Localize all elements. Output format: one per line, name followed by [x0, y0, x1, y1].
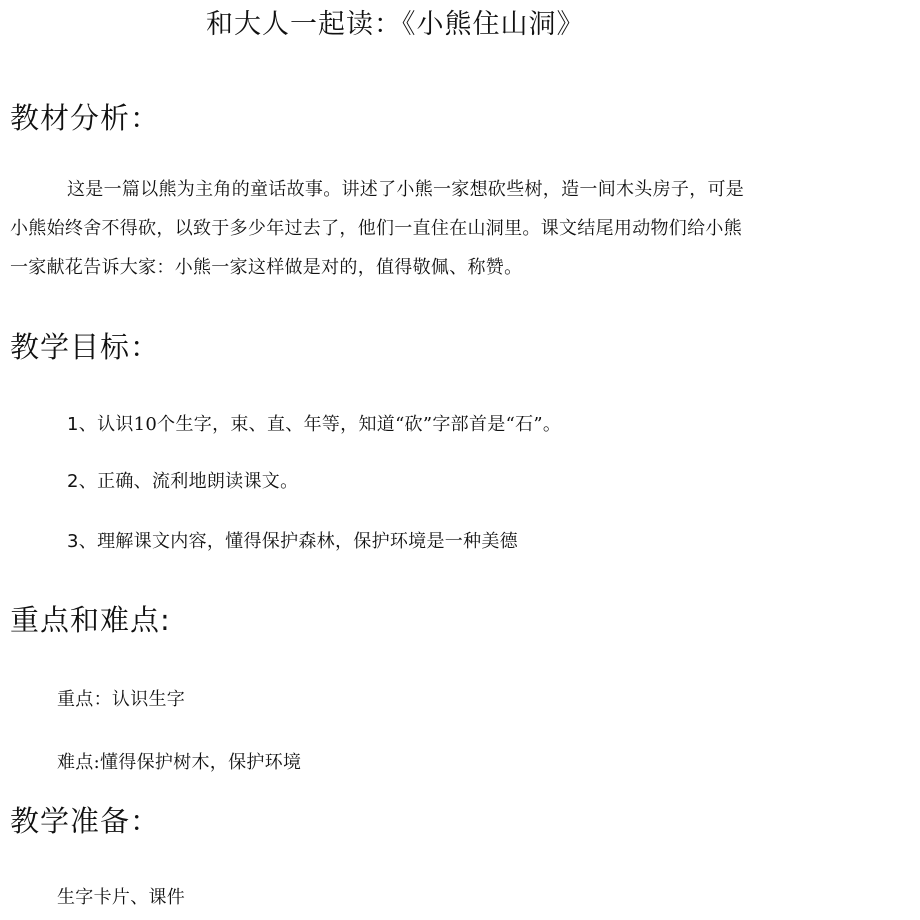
goal-number: 1: [67, 414, 79, 435]
preparation-content: 生字卡片、课件: [57, 887, 186, 908]
goal-number: 3: [67, 531, 79, 552]
key-points-heading: 重点和难点:: [10, 603, 171, 637]
analysis-line-2: 小熊始终舍不得砍，以致于多少年过去了，他们一直住在山洞里。课文结尾用动物们给小熊: [10, 218, 742, 239]
goal-text: 、认识10个生字，束、直、年等，知道“砍”字部首是“石”。: [78, 414, 562, 435]
goal-item-2: [67, 467, 298, 493]
goal-item-3: [67, 527, 518, 553]
goals-heading: 教学目标：: [10, 330, 161, 364]
goal-number: 2: [67, 471, 79, 492]
analysis-heading: 教材分析：: [10, 101, 161, 135]
goal-text: 、理解课文内容，懂得保护森林，保护环境是一种美德: [78, 531, 518, 552]
goal-item-1: [67, 410, 561, 436]
analysis-line-3: 一家献花告诉大家：小熊一家这样做是对的，值得敬佩、称赞。: [10, 257, 523, 278]
analysis-line-1: 这是一篇以熊为主角的童话故事。讲述了小熊一家想砍些树，造一间木头房子，可是: [67, 179, 745, 200]
preparation-heading: 教学准备：: [10, 804, 161, 838]
focus-line: 重点：认识生字: [57, 689, 186, 710]
goal-text: 、正确、流利地朗读课文。: [78, 471, 299, 492]
document-title: 和大人一起读：《小熊住山洞》: [206, 9, 585, 40]
difficulty-line: 难点:懂得保护树木，保护环境: [57, 752, 302, 773]
